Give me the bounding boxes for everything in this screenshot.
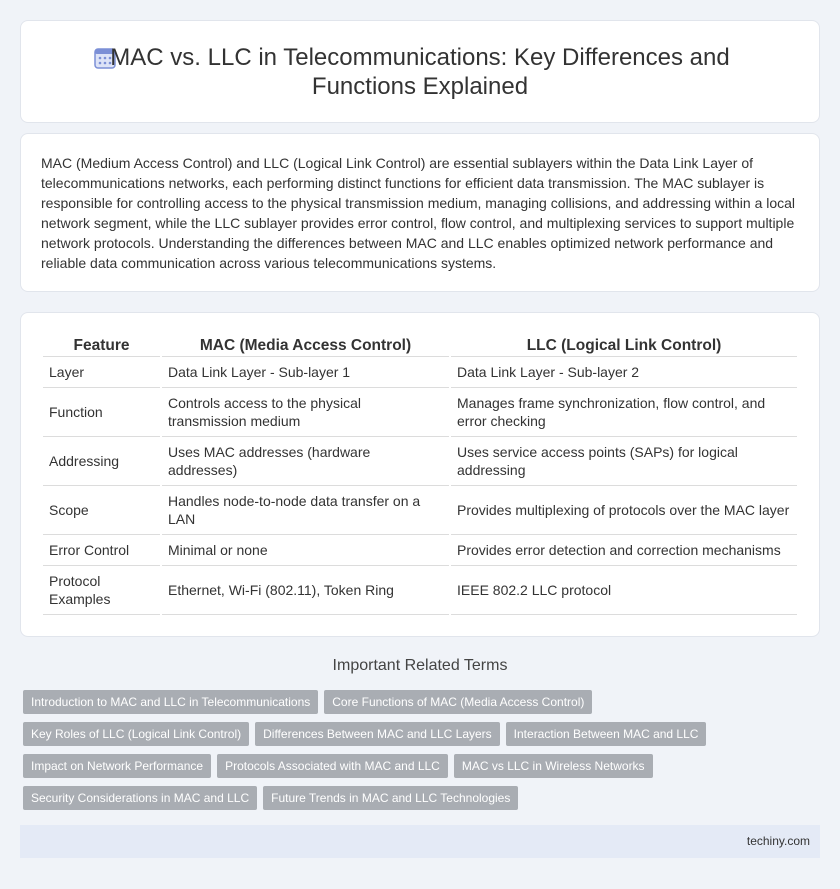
table-row <box>43 486 797 535</box>
mac-cell: Minimal or none <box>162 535 449 566</box>
table-row <box>43 388 797 437</box>
feature-cell: Scope <box>43 486 160 535</box>
table-row <box>43 566 797 615</box>
related-term-tag[interactable]: MAC vs LLC in Wireless Networks <box>454 754 653 778</box>
mac-cell: Data Link Layer - Sub-layer 1 <box>162 357 449 388</box>
table-row <box>43 437 797 486</box>
mac-cell: Ethernet, Wi-Fi (802.11), Token Ring <box>162 566 449 615</box>
related-term-tag[interactable]: Differences Between MAC and LLC Layers <box>255 722 500 746</box>
header-llc: LLC (Logical Link Control) <box>451 334 797 357</box>
site-name[interactable]: techiny.com <box>746 834 810 848</box>
related-term-tag[interactable]: Interaction Between MAC and LLC <box>506 722 707 746</box>
llc-cell: Data Link Layer - Sub-layer 2 <box>451 357 797 388</box>
feature-cell: Layer <box>43 357 160 388</box>
comparison-table <box>41 334 799 615</box>
header-mac: MAC (Media Access Control) <box>162 334 449 357</box>
feature-cell: Error Control <box>43 535 160 566</box>
mac-cell: Controls access to the physical transmission medium <box>162 388 449 437</box>
related-term-tag[interactable]: Impact on Network Performance <box>23 754 211 778</box>
llc-cell: Provides multiplexing of protocols over the MAC layer <box>451 486 797 535</box>
related-terms-heading: Important Related Terms <box>332 657 508 674</box>
table-row <box>43 535 797 566</box>
llc-cell: IEEE 802.2 LLC protocol <box>451 566 797 615</box>
related-term-tag[interactable]: Key Roles of LLC (Logical Link Control) <box>23 722 249 746</box>
table-row <box>43 357 797 388</box>
comparison-table-card <box>20 312 820 637</box>
feature-cell: Addressing <box>43 437 160 486</box>
mac-cell: Uses MAC addresses (hardware addresses) <box>162 437 449 486</box>
header-feature: Feature <box>43 334 160 357</box>
llc-cell: Uses service access points (SAPs) for logical addressing <box>451 437 797 486</box>
title-card <box>20 20 820 123</box>
intro-paragraph: MAC (Medium Access Control) and LLC (Logical Link Control) are essential sublayers within the Data Link Layer of telecommunications networks, each performing distinct functions for efficient data transmission. The MAC sublayer is responsible for controlling access to the physical transmission medium, managing collisions, and addressing within a local network segment, while the LLC sublayer provides error control, flow control, and multiplexing services to support multiple network protocols. Understanding the differences between MAC and LLC enables optimized network performance and reliable data communication across various telecommunications systems. <box>41 155 796 271</box>
page-title: MAC vs. LLC in Telecommunications: Key Differences and Functions Explained <box>110 44 730 100</box>
related-term-tag[interactable]: Security Considerations in MAC and LLC <box>23 786 257 810</box>
related-term-tag[interactable]: Future Trends in MAC and LLC Technologies <box>263 786 518 810</box>
intro-card <box>20 133 820 292</box>
llc-cell: Provides error detection and correction mechanisms <box>451 535 797 566</box>
llc-cell: Manages frame synchronization, flow control, and error checking <box>451 388 797 437</box>
related-term-tag[interactable]: Protocols Associated with MAC and LLC <box>217 754 448 778</box>
mac-cell: Handles node-to-node data transfer on a LAN <box>162 486 449 535</box>
feature-cell: Protocol Examples <box>43 566 160 615</box>
footer <box>20 825 820 858</box>
feature-cell: Function <box>43 388 160 437</box>
related-term-tag[interactable]: Core Functions of MAC (Media Access Control) <box>324 690 592 714</box>
related-terms-list <box>23 690 813 818</box>
related-term-tag[interactable]: Introduction to MAC and LLC in Telecommunications <box>23 690 318 714</box>
